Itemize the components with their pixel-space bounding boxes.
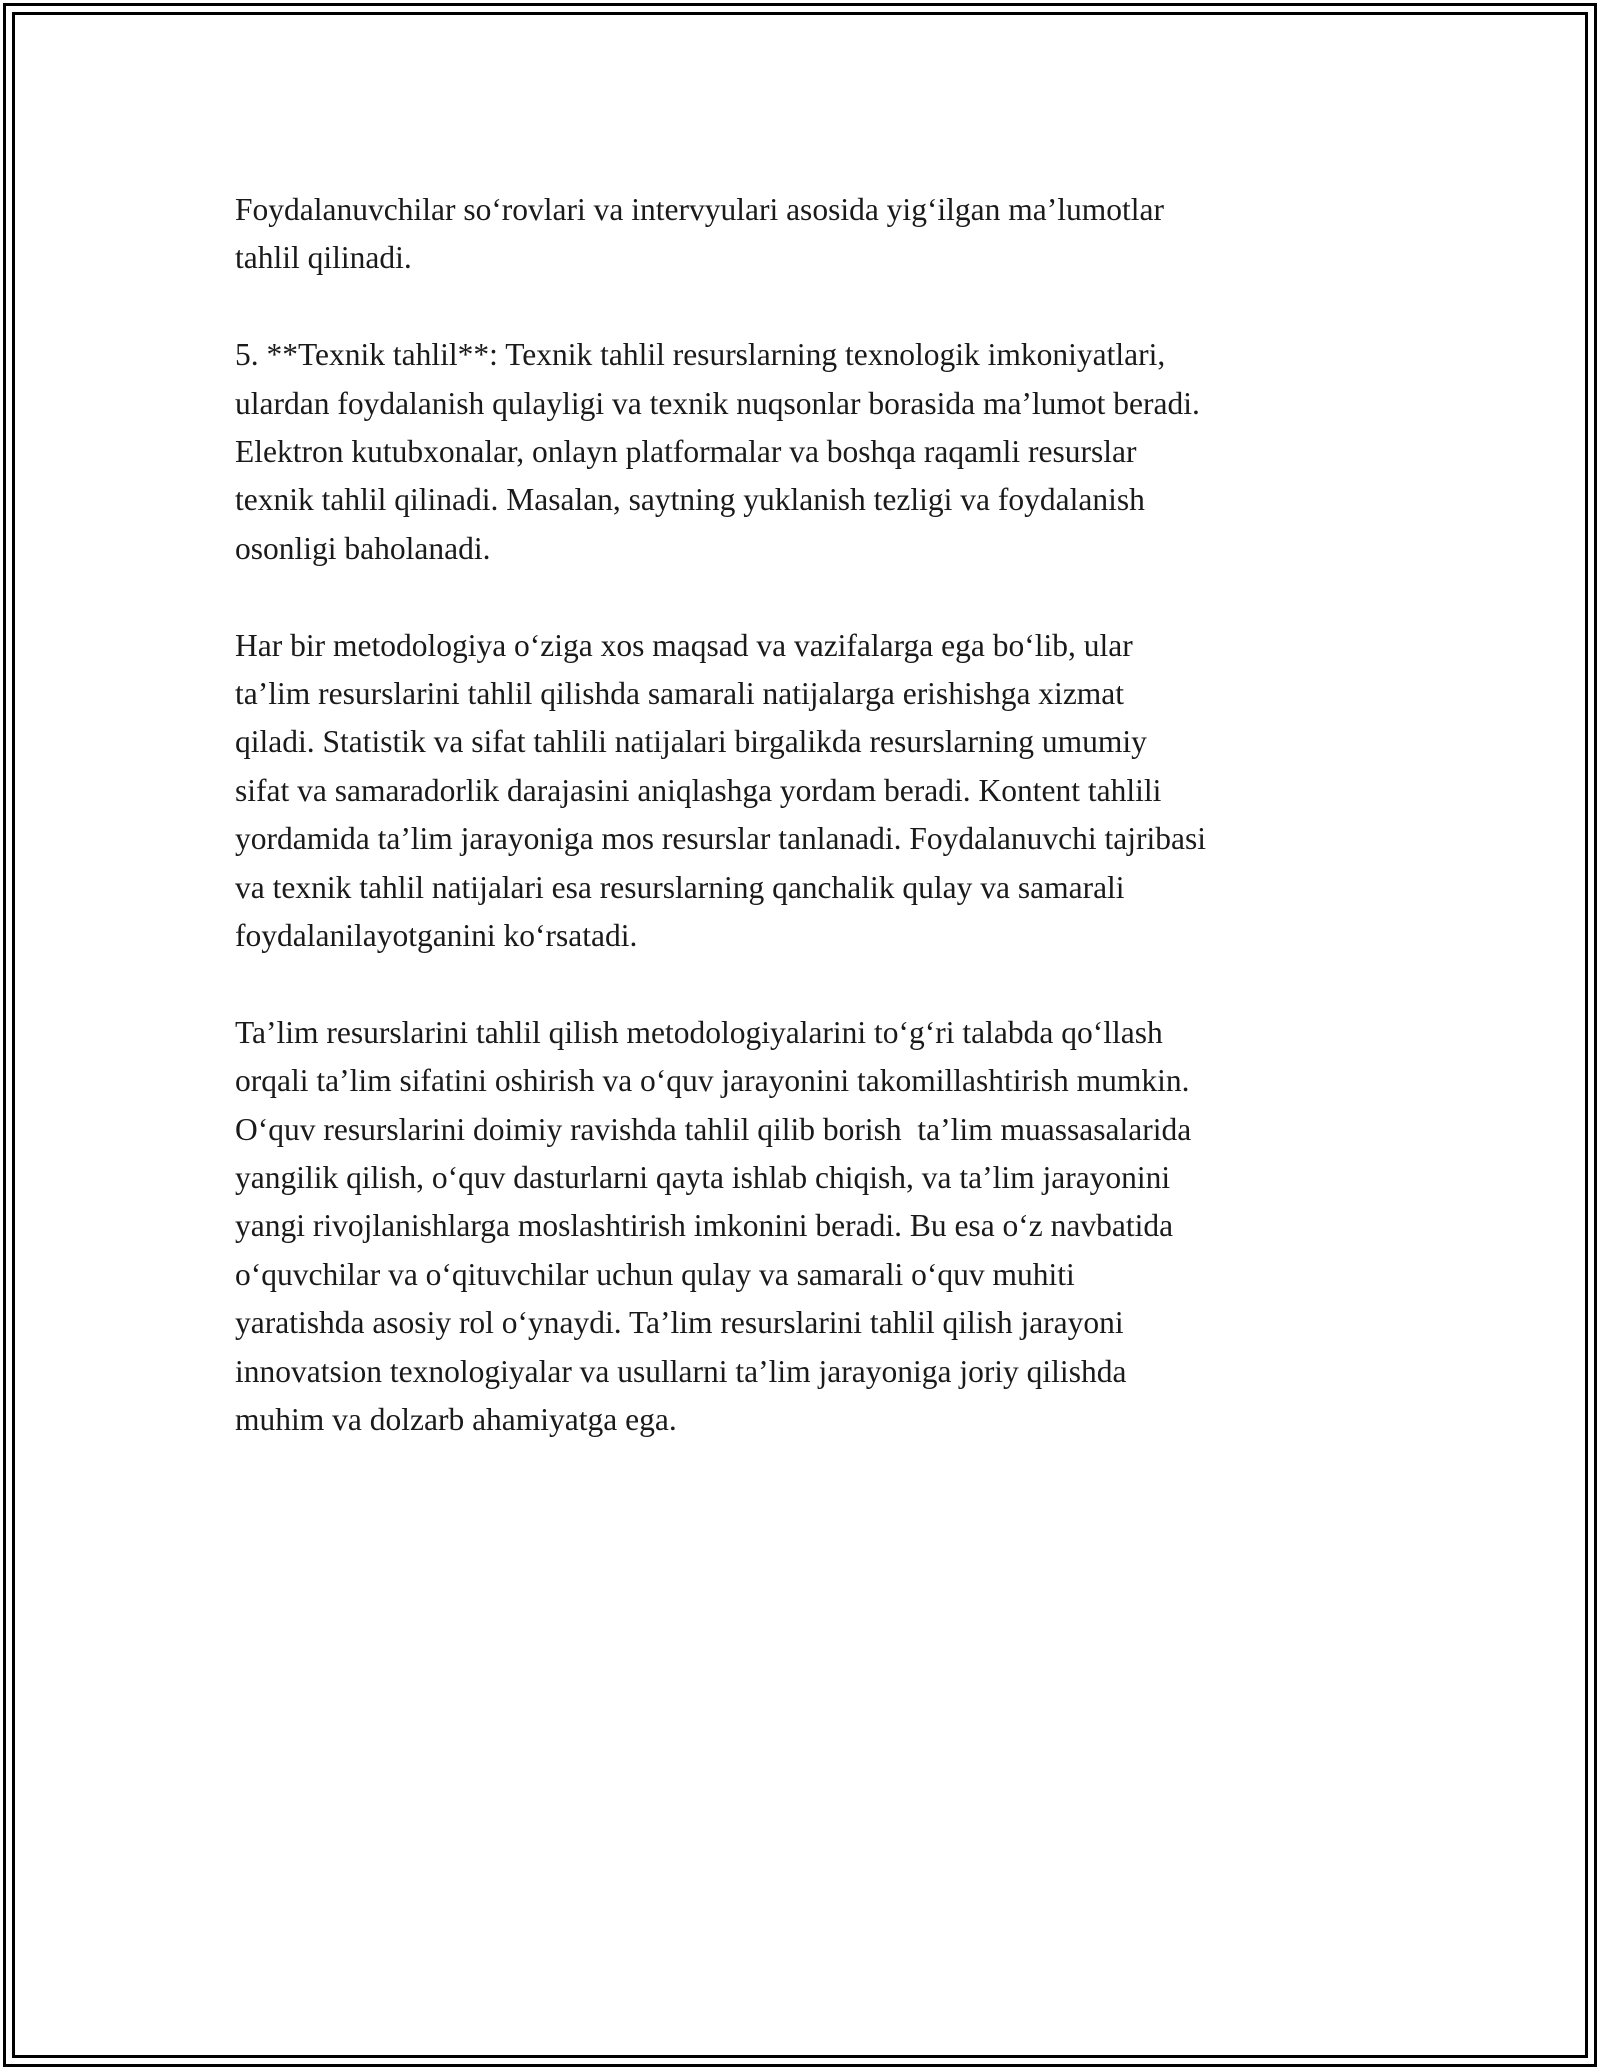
paragraph-methodology-summary (235, 622, 1385, 961)
text-line: ulardan foydalanish qulayligi va texnik nuqsonlar borasida ma’lumot beradi. (235, 385, 1200, 421)
text-line: sifat va samaradorlik darajasini aniqlashga yordam beradi. Kontent tahlili (235, 772, 1162, 808)
document-body (235, 186, 1385, 1493)
text-line: texnik tahlil qilinadi. Masalan, saytning yuklanish tezligi va foydalanish (235, 482, 1145, 518)
text-line: O‘quv resurslarini doimiy ravishda tahlil qilib borish ta’lim muassasalarida (235, 1111, 1192, 1147)
text-line: Elektron kutubxonalar, onlayn platformalar va boshqa raqamli resurslar (235, 434, 1137, 470)
text-line: 5. **Texnik tahlil**: Texnik tahlil resurslarning texnologik imkoniyatlari, (235, 337, 1166, 373)
text-line: Foydalanuvchilar so‘rovlari va intervyulari asosida yig‘ilgan ma’lumotlar (235, 192, 1164, 227)
text-line: ta’lim resurslarini tahlil qilishda samarali natijalarga erishishga xizmat (235, 676, 1125, 712)
text-line: yangilik qilish, o‘quv dasturlarni qayta ishlab chiqish, va ta’lim jarayonini (235, 1160, 1171, 1196)
text-line: muhim va dolzarb ahamiyatga ega. (235, 1402, 677, 1438)
text-line: yaratishda asosiy rol o‘ynaydi. Ta’lim resurslarini tahlil qilish jarayoni (235, 1305, 1124, 1341)
text-line: innovatsion texnologiyalar va usullarni ta’lim jarayoniga joriy qilishda (235, 1353, 1127, 1389)
text-line: Har bir metodologiya o‘ziga xos maqsad va vazifalarga ega bo‘lib, ular (235, 627, 1133, 663)
text-line: foydalanilayotganini ko‘rsatadi. (235, 918, 638, 954)
text-line: yordamida ta’lim jarayoniga mos resurslar tanlanadi. Foydalanuvchi tajribasi (235, 821, 1206, 857)
text-line: o‘quvchilar va o‘qituvchilar uchun qulay va samarali o‘quv muhiti (235, 1256, 1075, 1292)
paragraph-user-surveys (235, 186, 1385, 283)
paragraph-conclusion (235, 1009, 1385, 1445)
text-line: orqali ta’lim sifatini oshirish va o‘quv jarayonini takomillashtirish mumkin. (235, 1063, 1190, 1099)
text-line: va texnik tahlil natijalari esa resurslarning qanchalik qulay va samarali (235, 869, 1125, 905)
text-line: qiladi. Statistik va sifat tahlili natijalari birgalikda resurslarning umumiy (235, 724, 1147, 760)
text-line: osonligi baholanadi. (235, 530, 491, 566)
paragraph-technical-analysis (235, 331, 1385, 573)
text-line: yangi rivojlanishlarga moslashtirish imkonini beradi. Bu esa o‘z navbatida (235, 1208, 1174, 1244)
text-line: tahlil qilinadi. (235, 240, 412, 276)
text-line: Ta’lim resurslarini tahlil qilish metodologiyalarini to‘g‘ri talabda qo‘llash (235, 1014, 1163, 1050)
